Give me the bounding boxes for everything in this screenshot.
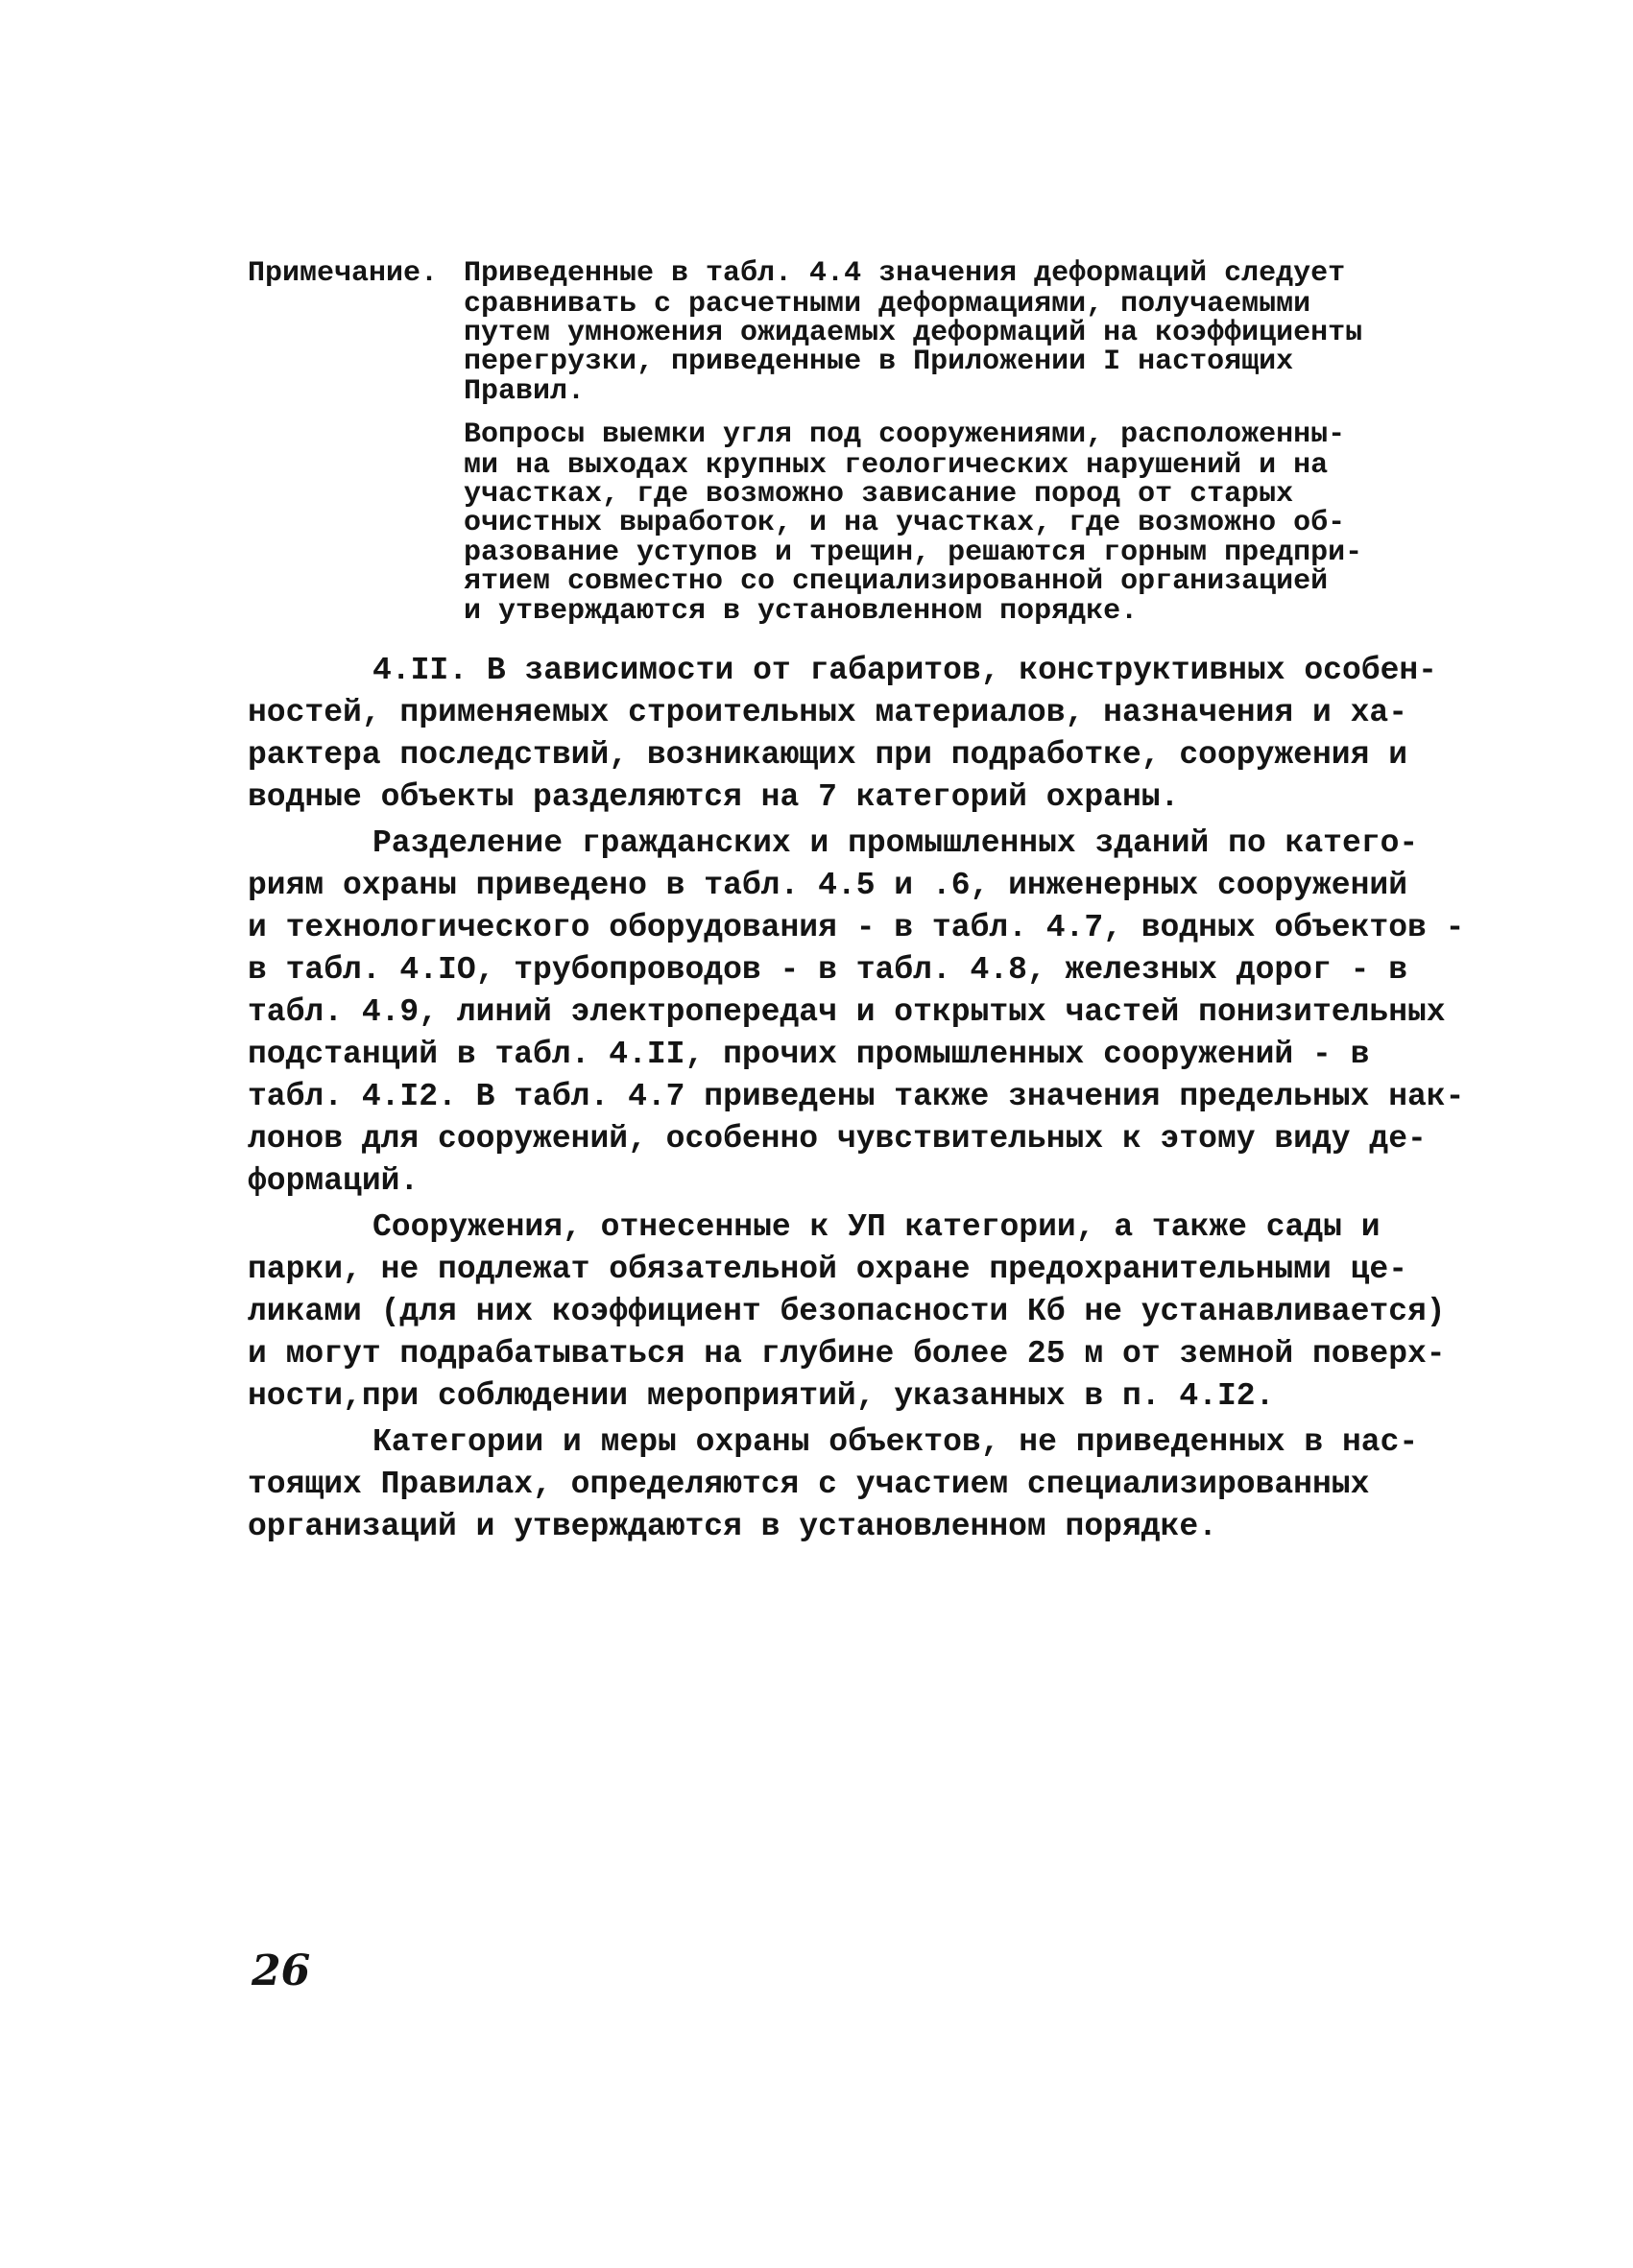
text-line: перегрузки, приведенные в Приложении I настоящих — [464, 346, 1294, 378]
text-line: подстанций в табл. 4.II, прочих промышленных сооружений - в — [248, 1037, 1370, 1072]
text-line: табл. 4.I2. В табл. 4.7 приведены также значения предельных нак- — [248, 1079, 1465, 1114]
text-line: очистных выработок, и на участках, где возможно об- — [464, 507, 1346, 539]
text-line: Категории и меры охраны объектов, не приведенных в нас- — [372, 1424, 1419, 1460]
text-line: ностей, применяемых строительных материалов, назначения и ха- — [248, 695, 1407, 730]
text-line: Правил. — [464, 375, 586, 408]
text-line: рактера последствий, возникающих при подработке, сооружения и — [248, 737, 1407, 773]
text-line: тоящих Правилах, определяются с участием специализированных — [248, 1467, 1370, 1502]
text-line: участках, где возможно зависание пород от старых — [464, 478, 1294, 511]
text-line: водные объекты разделяются на 7 категорий охраны. — [248, 779, 1180, 815]
text-line: и технологического оборудования - в табл. 4.7, водных объектов - — [248, 910, 1465, 945]
text-line: табл. 4.9, линий электропередач и открытых частей понизительных — [248, 994, 1446, 1030]
text-line: Разделение гражданских и промышленных зданий по катего- — [372, 825, 1419, 861]
text-line: и утверждаются в установленном порядке. — [464, 595, 1139, 628]
text-line: и могут подрабатываться на глубине более 25 м от земной поверх- — [248, 1336, 1446, 1372]
text-line: сравнивать с расчетными деформациями, получаемыми — [464, 288, 1311, 321]
text-line: организаций и утверждаются в установленном порядке. — [248, 1509, 1217, 1544]
text-line: Вопросы выемки угля под сооружениями, расположенны- — [464, 418, 1346, 451]
text-line: формаций. — [248, 1163, 420, 1199]
text-line: ятием совместно со специализированной организацией — [464, 565, 1329, 598]
text-line: ности,при соблюдении мероприятий, указанных в п. 4.I2. — [248, 1378, 1275, 1414]
page-number: 26 — [252, 1946, 311, 1995]
note-label: Примечание. — [248, 257, 439, 290]
text-line: риям охраны приведено в табл. 4.5 и .6, инженерных сооружений — [248, 868, 1407, 903]
text-line: 4.II. В зависимости от габаритов, конструктивных особен- — [372, 653, 1437, 688]
text-line: разование уступов и трещин, решаются горным предпри- — [464, 537, 1363, 569]
text-line: ликами (для них коэффициент безопасности Кб не устанавливается) — [248, 1294, 1446, 1329]
text-line: Сооружения, отнесенные к УП категории, а также сады и — [372, 1209, 1381, 1245]
text-line: путем умножения ожидаемых деформаций на коэффициенты — [464, 317, 1363, 349]
text-line: Приведенные в табл. 4.4 значения деформаций следует — [464, 257, 1346, 290]
text-line: парки, не подлежат обязательной охране предохранительными це- — [248, 1252, 1407, 1287]
text-line: ми на выходах крупных геологических нарушений и на — [464, 449, 1329, 482]
text-line: в табл. 4.IO, трубопроводов - в табл. 4.8, железных дорог - в — [248, 952, 1407, 988]
text-line: лонов для сооружений, особенно чувствительных к этому виду де- — [248, 1121, 1427, 1157]
